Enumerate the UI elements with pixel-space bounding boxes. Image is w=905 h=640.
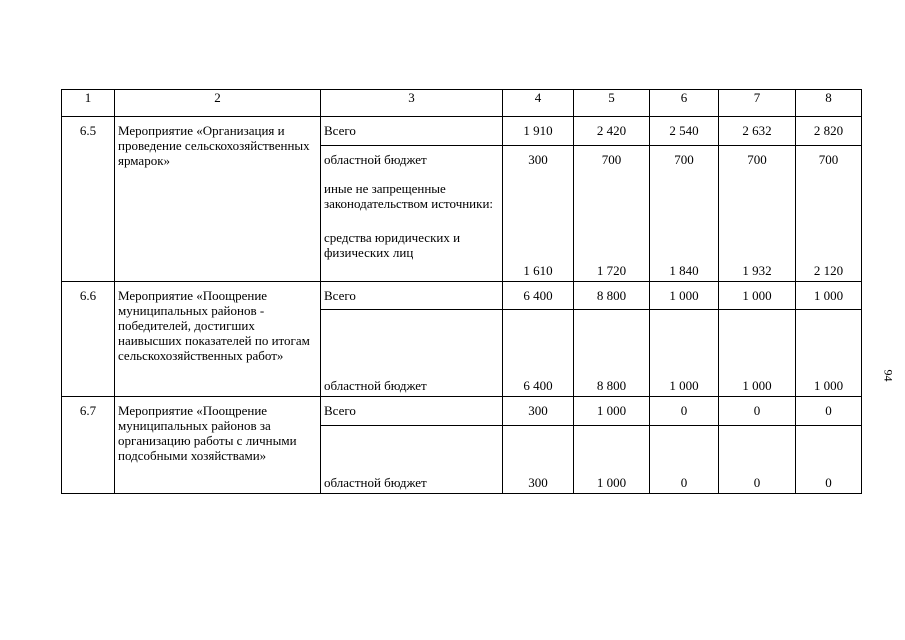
- value-cell: [796, 146, 862, 282]
- value-cell: 0: [796, 397, 862, 426]
- value-regional: 700: [818, 152, 839, 167]
- value-cell: 2 420: [574, 117, 650, 146]
- measure-name: Мероприятие «Поощрение муниципальных районов за организацию работы с личными подсобными хозяйствами»: [115, 397, 321, 494]
- table-row: [62, 397, 862, 426]
- measure-name: Мероприятие «Поощрение муниципальных районов - победителей, достигших наивысших показателей по итогам сельскохозяйственных работ»: [115, 282, 321, 397]
- value-cell: [650, 146, 719, 282]
- value-cell: 1 000: [574, 397, 650, 426]
- value-cell: 1 000: [796, 310, 862, 397]
- header-cell: 7: [719, 90, 796, 117]
- header-cell: 5: [574, 90, 650, 117]
- value-cell: 6 400: [503, 282, 574, 310]
- value-cell: 0: [650, 426, 719, 494]
- header-cell: 8: [796, 90, 862, 117]
- measure-name: Мероприятие «Организация и проведение сельскохозяйственных ярмарок»: [115, 117, 321, 282]
- table-row: [62, 282, 862, 310]
- value-cell: 2 540: [650, 117, 719, 146]
- source-label: Всего: [321, 282, 503, 310]
- value-cell: 1 910: [503, 117, 574, 146]
- row-number: 6.5: [62, 117, 115, 282]
- value-cell: [503, 146, 574, 282]
- value-legal: 1 720: [596, 263, 627, 278]
- value-cell: [574, 146, 650, 282]
- value-cell: 1 000: [796, 282, 862, 310]
- value-legal: 1 932: [742, 263, 772, 278]
- value-cell: 8 800: [574, 310, 650, 397]
- value-cell: 300: [503, 426, 574, 494]
- header-cell: 6: [650, 90, 719, 117]
- source-label: иные не запрещенные законодательством источники:: [324, 181, 494, 211]
- value-regional: 300: [528, 152, 548, 167]
- value-regional: 700: [601, 152, 622, 167]
- value-cell: 300: [503, 397, 574, 426]
- value-legal: 2 120: [813, 263, 844, 278]
- value-cell: 1 000: [719, 310, 796, 397]
- source-label: Всего: [321, 117, 503, 146]
- value-regional: 700: [674, 152, 694, 167]
- value-regional: 700: [747, 152, 767, 167]
- value-cell: 2 632: [719, 117, 796, 146]
- value-cell: 1 000: [650, 282, 719, 310]
- value-cell: 1 000: [719, 282, 796, 310]
- value-cell: [719, 146, 796, 282]
- header-cell: 3: [321, 90, 503, 117]
- budget-table: [61, 89, 862, 494]
- value-legal: 1 610: [523, 263, 553, 278]
- value-cell: 2 820: [796, 117, 862, 146]
- value-cell: 1 000: [574, 426, 650, 494]
- row-number: 6.6: [62, 282, 115, 397]
- source-label: Всего: [321, 397, 503, 426]
- source-label: средства юридических и физических лиц: [324, 230, 461, 260]
- value-cell: 6 400: [503, 310, 574, 397]
- table-row: [62, 117, 862, 146]
- value-cell: 1 000: [650, 310, 719, 397]
- source-label: областной бюджет: [321, 426, 503, 494]
- header-cell: 2: [115, 90, 321, 117]
- value-cell: 0: [796, 426, 862, 494]
- value-cell: 0: [719, 426, 796, 494]
- header-cell: 1: [62, 90, 115, 117]
- source-label: областной бюджет: [324, 152, 427, 167]
- row-number: 6.7: [62, 397, 115, 494]
- value-cell: 8 800: [574, 282, 650, 310]
- value-legal: 1 840: [669, 263, 699, 278]
- source-label: областной бюджет: [321, 310, 503, 397]
- header-row: [62, 90, 862, 117]
- value-cell: 0: [650, 397, 719, 426]
- header-cell: 4: [503, 90, 574, 117]
- page-number: 94: [881, 369, 896, 382]
- source-labels: [321, 146, 503, 282]
- value-cell: 0: [719, 397, 796, 426]
